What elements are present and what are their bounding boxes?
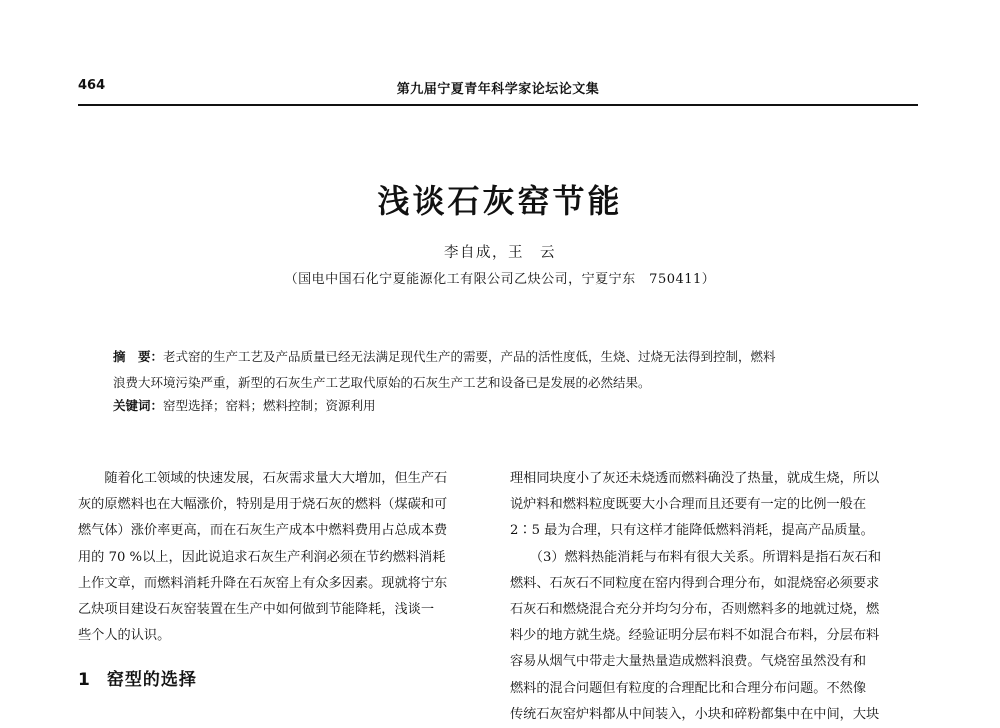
left-column-line: 随着化工领域的快速发展，石灰需求量大大增加，但生产石 [78, 471, 448, 486]
right-column-line: （3）燃料热能消耗与布料有很大关系。所谓料是指石灰石和 [510, 549, 882, 565]
running-title: 第九届宁夏青年科学家论坛论文集 [396, 82, 600, 97]
page-number: 464 [78, 78, 106, 93]
right-column-line: 传统石灰窑炉料都从中间装入，小块和碎粉都集中在中间，大块 [510, 706, 880, 722]
right-column-line: 料少的地方就生烧。经验证明分层布料不如混合布料，分层布料 [510, 628, 880, 644]
right-column-line: 容易从烟气中带走大量热量造成燃料浪费。气烧窑虽然没有和 [510, 654, 867, 670]
abstract-line-1 [113, 344, 893, 370]
keywords [113, 396, 376, 414]
right-column-line: 理相同块度小了灰还未烧透而燃料确没了热量，就成生烧，所以 [510, 471, 880, 486]
left-column-line: 乙炔项目建设石灰窑装置在生产中如何做到节能降耗，浅谈一 [78, 602, 435, 618]
keywords-text: 窑型选择；窑料；燃料控制；资源利用 [163, 398, 376, 413]
abstract-line-2: 浪费大环境污染严重，新型的石灰生产工艺取代原始的石灰生产工艺和设备已是发展的必然结果。 [113, 375, 651, 390]
left-column-line: 用的 70 %以上，因此说追求石灰生产利润必须在节约燃料消耗 [78, 549, 446, 565]
authors: 李自成，王 云 [444, 245, 556, 261]
header-rule [78, 104, 918, 106]
right-column-line: 石灰石和燃烧混合充分并均匀分布，否则燃料多的地就过烧，燃 [510, 602, 880, 618]
affiliation: （国电中国石化宁夏能源化工有限公司乙炔公司，宁夏宁东 750411） [284, 272, 716, 287]
abstract-label: 摘 要： [113, 349, 164, 364]
right-column-line: 燃料、石灰石不同粒度在窑内得到合理分布，如混烧窑必须要求 [510, 575, 880, 591]
abstract [113, 344, 893, 396]
page-header [78, 78, 918, 102]
left-column-line: 些个人的认识。 [78, 628, 171, 644]
left-column-line: 燃气体）涨价率更高，而在石灰生产成本中燃料费用占总成本费 [78, 523, 448, 539]
keywords-label: 关键词： [113, 398, 164, 413]
left-column-line: 上作文章，而燃料消耗升降在石灰窑上有众多因素。现就将宁东 [78, 575, 448, 591]
left-column-line: 灰的原燃料也在大幅涨价，特别是用于烧石灰的燃料（煤碳和可 [78, 497, 448, 513]
right-column [510, 466, 920, 728]
abstract-text-1: 老式窑的生产工艺及产品质量已经无法满足现代生产的需要，产品的活性度低，生烧、过烧无法得到控制，燃料 [163, 349, 776, 364]
right-column-line: 说炉料和燃料粒度既要大小合理而且还要有一定的比例一般在 [510, 497, 867, 513]
paper-title: 浅谈石灰窑节能 [377, 182, 623, 220]
left-column [78, 466, 490, 649]
section-title: 窑型的选择 [106, 670, 197, 690]
right-column-line: 2∶5 最为合理，只有这样才能降低燃料消耗，提高产品质量。 [510, 523, 874, 539]
right-column-line: 燃料的混合问题但有粒度的合理配比和合理分布问题。不然像 [510, 680, 867, 696]
section-number: 1 [78, 670, 91, 690]
section-heading [78, 665, 197, 690]
